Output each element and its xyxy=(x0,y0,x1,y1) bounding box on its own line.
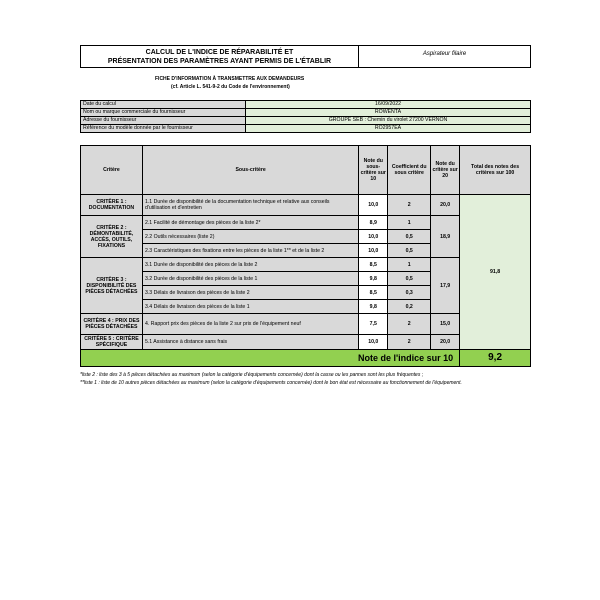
subcriterion-2-2: 2.2 Outils nécessaires (liste 2) xyxy=(142,230,358,244)
product-type: Aspirateur filaire xyxy=(422,51,467,57)
note-4: 7,5 xyxy=(359,314,388,335)
subcriterion-1-1: 1.1 Durée de disponibilité de la documentation technique et relative aux conseils d'utilisation et d'entretien xyxy=(142,195,358,216)
coef-4: 2 xyxy=(388,314,431,335)
criterion-4: CRITÈRE 4 : PRIX DES PIÈCES DÉTACHÉES xyxy=(81,314,143,335)
info-row xyxy=(81,109,531,117)
repairability-table xyxy=(80,145,531,367)
criterion-5: CRITÈRE 5 : CRITÈRE SPÉCIFIQUE xyxy=(81,335,143,350)
coef-3-4: 0,2 xyxy=(388,300,431,314)
note-3-2: 9,8 xyxy=(359,272,388,286)
col-header-coef: Coefficient du sous critère xyxy=(388,146,431,195)
info-value: 16/09/2022 xyxy=(246,101,531,109)
coef-1-1: 2 xyxy=(388,195,431,216)
criterion-3-note20: 17,9 xyxy=(431,258,460,314)
info-label: Nom ou marque commerciale du fournisseur xyxy=(81,109,246,117)
subcriterion-4: 4. Rapport prix des pièces de la liste 2 sur prix de l'équipement neuf xyxy=(142,314,358,335)
col-header-sous-critere: Sous-critère xyxy=(142,146,358,195)
criterion-1-note20: 20,0 xyxy=(431,195,460,216)
subcriterion-5-1: 5.1 Assistance à distance sans frais xyxy=(142,335,358,350)
coef-3-2: 0,5 xyxy=(388,272,431,286)
info-row xyxy=(81,117,531,125)
table-row xyxy=(81,195,531,216)
criterion-4-note20: 15,0 xyxy=(431,314,460,335)
final-score-label: Note de l'indice sur 10 xyxy=(81,350,460,367)
subtitle-line-2: (cf. Article L. 541-9-2 du Code de l'environnement) xyxy=(171,84,290,90)
coef-2-3: 0,5 xyxy=(388,244,431,258)
subtitle-line-1: FICHE D'INFORMATION À TRANSMETTRE AUX DEMANDEURS xyxy=(155,76,305,82)
note-3-4: 9,8 xyxy=(359,300,388,314)
info-value: GROUPE SEB : Chemin du virolet 27200 VERNON xyxy=(246,117,531,125)
final-score-row xyxy=(81,350,531,367)
info-label: Référence du modèle donnée par le fournisseur xyxy=(81,125,246,133)
note-5-1: 10,0 xyxy=(359,335,388,350)
subcriterion-2-1: 2.1 Facilité de démontage des pièces de la liste 2* xyxy=(142,216,358,230)
title-line-2: PRÉSENTATION DES PARAMÈTRES AYANT PERMIS DE L'ÉTABLIR xyxy=(107,58,332,65)
coef-3-3: 0,3 xyxy=(388,286,431,300)
info-row xyxy=(81,101,531,109)
coef-2-2: 0,5 xyxy=(388,230,431,244)
col-header-note10: Note du sous-critère sur 10 xyxy=(359,146,388,195)
coef-2-1: 1 xyxy=(388,216,431,230)
supplier-info-table xyxy=(80,100,531,133)
subcriterion-3-3: 3.3 Délais de livraison des pièces de la liste 2 xyxy=(142,286,358,300)
note-2-3: 10,0 xyxy=(359,244,388,258)
subcriterion-3-4: 3.4 Délais de livraison des pièces de la liste 1 xyxy=(142,300,358,314)
note-1-1: 10,0 xyxy=(359,195,388,216)
note-3-3: 8,5 xyxy=(359,286,388,300)
info-label: Adresse du fournisseur xyxy=(81,117,246,125)
subcriterion-2-3: 2.3 Caractéristiques des fixations entre les pièces de la liste 1** et de la liste 2 xyxy=(142,244,358,258)
coef-3-1: 1 xyxy=(388,258,431,272)
footnote-liste-1: **liste 1 : liste de 10 autres pièces détachées au maximum (selon la catégorie d'équipements concernée) dont le bon état est nécessaire au fonctionnement de l'équipement. xyxy=(80,380,462,386)
col-header-note20: Note du critère sur 20 xyxy=(431,146,460,195)
note-3-1: 8,5 xyxy=(359,258,388,272)
note-2-2: 10,0 xyxy=(359,230,388,244)
criterion-5-note20: 20,0 xyxy=(431,335,460,350)
info-label: Date du calcul xyxy=(81,101,246,109)
header-box xyxy=(80,45,531,68)
criterion-3: CRITÈRE 3 : DISPONIBILITÉ DES PIÈCES DÉTACHÉES xyxy=(81,258,143,314)
info-value: RO2957EA xyxy=(246,125,531,133)
col-header-critere: Critère xyxy=(81,146,143,195)
final-score-value: 9,2 xyxy=(460,350,531,367)
criterion-2-note20: 18,9 xyxy=(431,216,460,258)
document-title xyxy=(81,46,359,67)
info-row xyxy=(81,125,531,133)
title-line-1: CALCUL DE L'INDICE DE RÉPARABILITÉ ET xyxy=(145,49,294,56)
note-2-1: 8,9 xyxy=(359,216,388,230)
subcriterion-3-1: 3.1 Durée de disponibilité des pièces de la liste 2 xyxy=(142,258,358,272)
criterion-1: CRITÈRE 1 : DOCUMENTATION xyxy=(81,195,143,216)
criterion-2: CRITÈRE 2 : DÉMONTABILITÉ, ACCÈS, OUTILS, FIXATIONS xyxy=(81,216,143,258)
total-score: 91,8 xyxy=(460,195,531,350)
col-header-total: Total des notes des critères sur 100 xyxy=(460,146,531,195)
footnote-liste-2: *liste 2 : liste des 3 à 5 pièces détachées au maximum (selon la catégorie d'équipements concernée) dont la casse ou les pannes sont les plus fréquentes ; xyxy=(80,372,424,378)
subcriterion-3-2: 3.2 Durée de disponibilité des pièces de la liste 1 xyxy=(142,272,358,286)
info-value: ROWENTA xyxy=(246,109,531,117)
table-header-row xyxy=(81,146,531,195)
coef-5-1: 2 xyxy=(388,335,431,350)
